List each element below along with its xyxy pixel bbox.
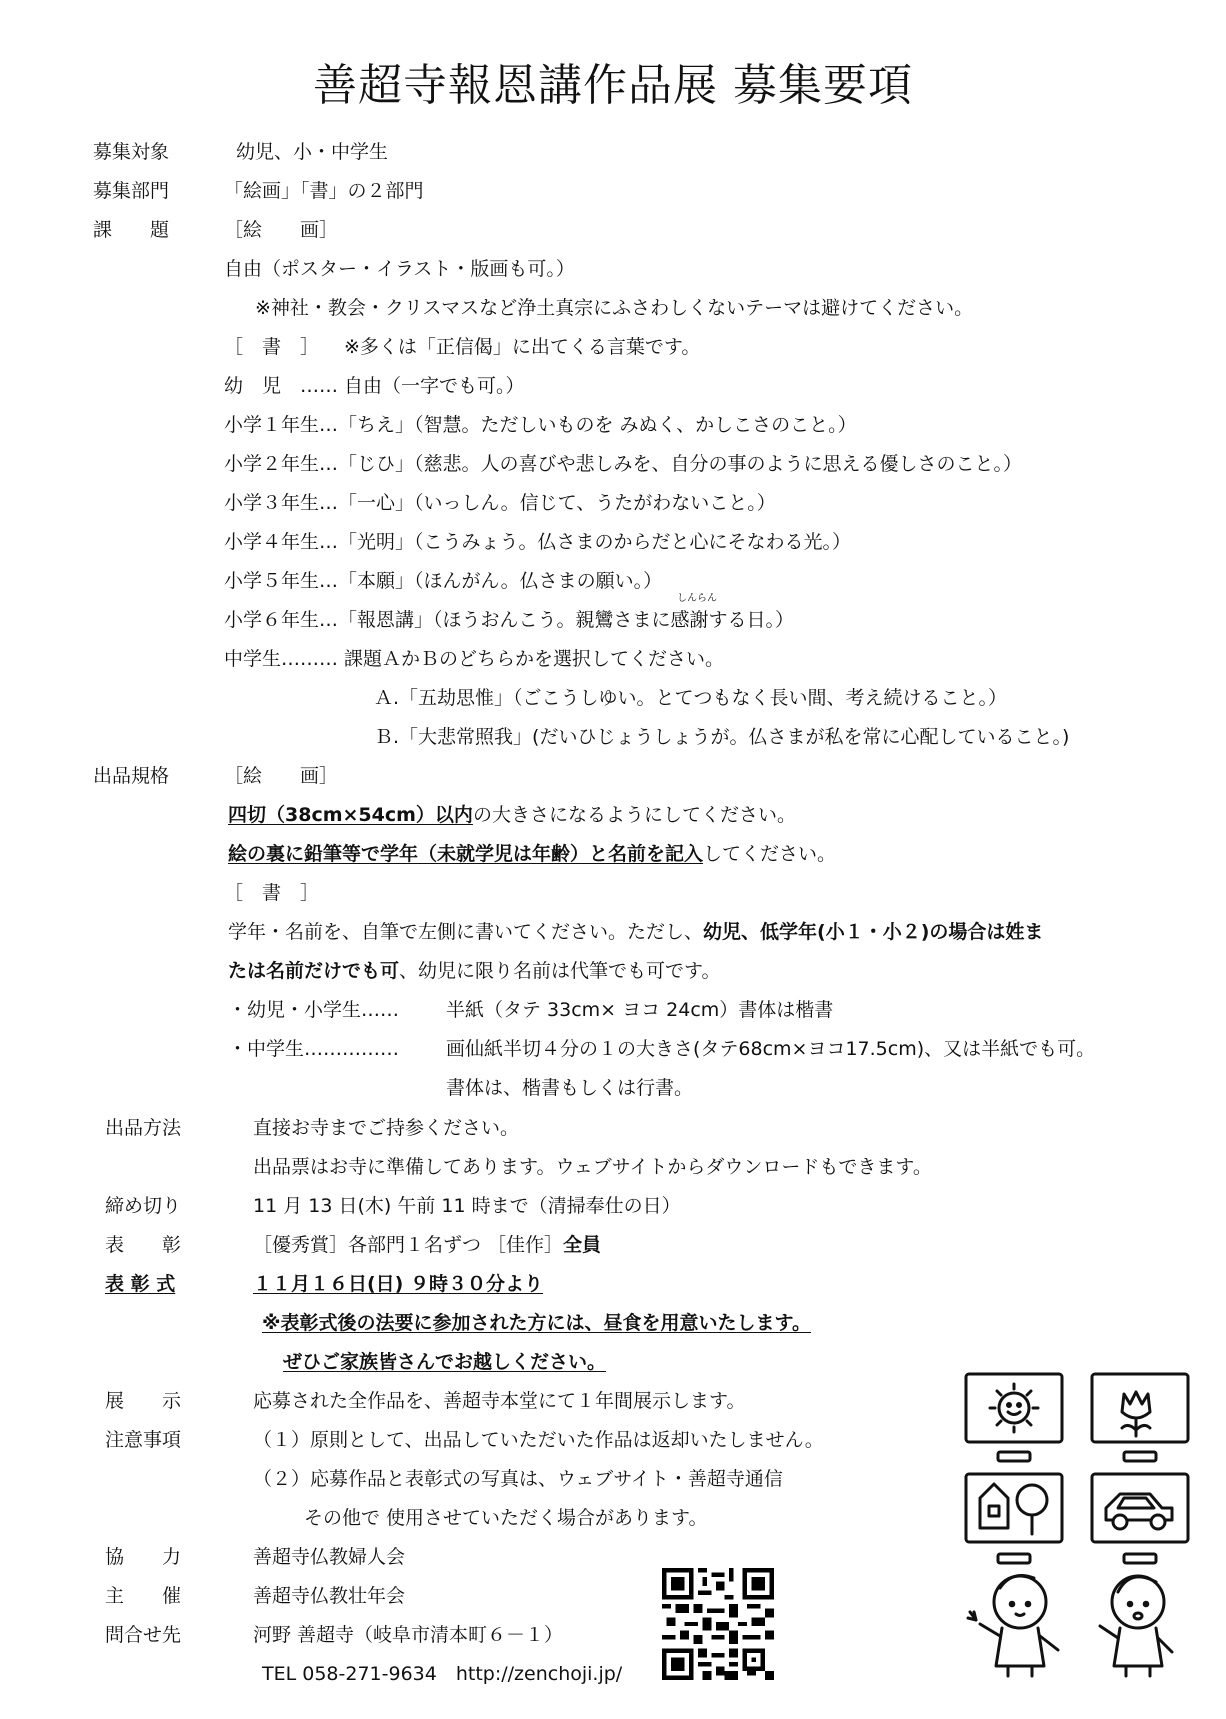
theme-row: 中学生……… 課題ＡかＢのどちらかを選択してください。 [224, 648, 725, 670]
award-text: ［優秀賞］各部門１名ずつ ［佳作］ [253, 1234, 564, 1256]
theme-painting-header: ［絵 画］ [224, 219, 339, 241]
award-label: 表 彰 [105, 1234, 182, 1256]
exhibit-label: 展 示 [105, 1390, 182, 1412]
cooperation-value: 善超寺仏教婦人会 [253, 1546, 406, 1568]
theme-middle-b: Ｂ.「大悲常照我」(だいひじょうしょうが。仏さまが私を常に心配していること。) [374, 726, 1070, 748]
theme-label: 課 題 [93, 219, 170, 241]
spec-size-bold: 四切（38cm×54cm）以内 [228, 804, 473, 826]
recruit-target-value: 幼児、小・中学生 [236, 141, 389, 163]
exhibition-illustration-icon [960, 1370, 1200, 1680]
spec-c1-bold: 幼児、低学年(小１・小２)の場合は姓ま [703, 921, 1044, 943]
theme-row: 小学３年生…「一心」（いっしん。信じて、うたがわないこと。） [224, 492, 776, 514]
recruit-section-label: 募集部門 [93, 180, 170, 202]
spec-c2-plain: 、幼児に限り名前は代筆でも可です。 [399, 960, 721, 982]
spec-painting-line2 [228, 842, 836, 866]
ceremony-value: １１月１６日(日) ９時３０分より [253, 1273, 543, 1295]
theme-row: 幼 児 …… 自由（一字でも可。） [224, 375, 525, 397]
qr-code-icon [662, 1568, 774, 1680]
award-value [253, 1233, 601, 1257]
spec-calligraphy-line2 [228, 959, 721, 983]
spec-elem-value: 半紙（タテ 33cm× ヨコ 24cm）書体は楷書 [446, 999, 834, 1021]
spec-size-rest: の大きさになるようにしてください。 [472, 804, 796, 826]
deadline-label: 締め切り [105, 1195, 182, 1217]
method-line2: 出品票はお寺に準備してあります。ウェブサイトからダウンロードもできます。 [253, 1156, 932, 1178]
spec-c2-bold: たは名前だけでも可 [228, 960, 400, 982]
contact-value: 河野 善超寺（岐阜市清本町６－１） [253, 1624, 564, 1646]
recruit-target-label: 募集対象 [93, 141, 170, 163]
spec-back-bold: 絵の裏に鉛筆等で学年（未就学児は年齢）と名前を記入 [228, 843, 704, 865]
spec-label: 出品規格 [93, 765, 170, 787]
caution-line2: （２）応募作品と表彰式の写真は、ウェブサイト・善超寺通信 [253, 1468, 783, 1490]
spec-mid-label: ・中学生…………… [228, 1038, 400, 1060]
caution-label: 注意事項 [105, 1429, 182, 1451]
ceremony-note1: ※表彰式後の法要に参加された方には、昼食を用意いたします。 [262, 1312, 811, 1334]
exhibit-value: 応募された全作品を、善超寺本堂にて１年間展示します。 [253, 1390, 746, 1412]
cooperation-label: 協 力 [105, 1546, 182, 1568]
spec-mid-value: 画仙紙半切４分の１の大きさ(タテ68cm×ヨコ17.5cm)、又は半紙でも可。 [446, 1038, 1096, 1060]
ceremony-note2: ぜひご家族皆さんでお越しください。 [283, 1351, 607, 1373]
award-all: 全員 [563, 1234, 602, 1256]
spec-elem-label: ・幼児・小学生…… [228, 999, 400, 1021]
spec-painting-line1 [228, 803, 796, 827]
theme-row: 小学４年生…「光明」（こうみょう。仏さまのからだと心にそなわる光。） [224, 531, 852, 553]
page-title: 善超寺報恩講作品展 募集要項 [313, 60, 913, 111]
ruby-shinran: しんらん [677, 593, 717, 604]
ceremony-label: 表 彰 式 [105, 1273, 176, 1295]
spec-calligraphy-line1 [228, 920, 1043, 944]
organizer-value: 善超寺仏教壮年会 [253, 1585, 406, 1607]
theme-calligraphy-note: ※多くは「正信偈」に出てくる言葉です。 [344, 336, 701, 358]
theme-row: 小学５年生…「本願」（ほんがん。仏さまの願い。） [224, 570, 663, 592]
theme-row: 小学１年生…「ちえ」（智慧。ただしいものを みぬく、かしこさのこと。） [224, 414, 857, 436]
deadline-value: 11 月 13 日(木) 午前 11 時まで（清掃奉仕の日） [253, 1195, 681, 1217]
theme-calligraphy-header: ［ 書 ］ [224, 336, 320, 358]
spec-calligraphy-header: ［ 書 ］ [224, 882, 320, 904]
method-line1: 直接お寺までご持参ください。 [253, 1117, 520, 1139]
spec-painting-header: ［絵 画］ [224, 765, 339, 787]
theme-middle-a: Ａ.「五劫思惟」（ごこうしゆい。とてつもなく長い間、考え続けること。） [374, 687, 1008, 709]
spec-c1-plain: 学年・名前を、自筆で左側に書いてください。ただし、 [228, 921, 704, 943]
spec-back-rest: してください。 [703, 843, 837, 865]
contact-label: 問合せ先 [105, 1624, 182, 1646]
organizer-label: 主 催 [105, 1585, 182, 1607]
recruit-section-value: 「絵画」「書」の２部門 [224, 180, 424, 202]
contact-tel-url: TEL 058-271-9634 http://zenchoji.jp/ [262, 1663, 623, 1685]
theme-row: 小学６年生…「報恩講」（ほうおんこう。親鸞さまに感謝する日。） [224, 609, 795, 631]
caution-line3: その他で 使用させていただく場合があります。 [304, 1507, 708, 1529]
method-label: 出品方法 [105, 1117, 182, 1139]
theme-painting-note: ※神社・教会・クリスマスなど浄土真宗にふさわしくないテーマは避けてください。 [255, 297, 974, 319]
caution-line1: （１）原則として、出品していただいた作品は返却いたしません。 [253, 1429, 824, 1451]
theme-row: 小学２年生…「じひ」（慈悲。人の喜びや悲しみを、自分の事のように思える優しさのこと。） [224, 453, 1023, 475]
spec-mid-value2: 書体は、楷書もしくは行書。 [446, 1077, 694, 1099]
theme-painting-free: 自由（ポスター・イラスト・版画も可。） [224, 258, 575, 280]
